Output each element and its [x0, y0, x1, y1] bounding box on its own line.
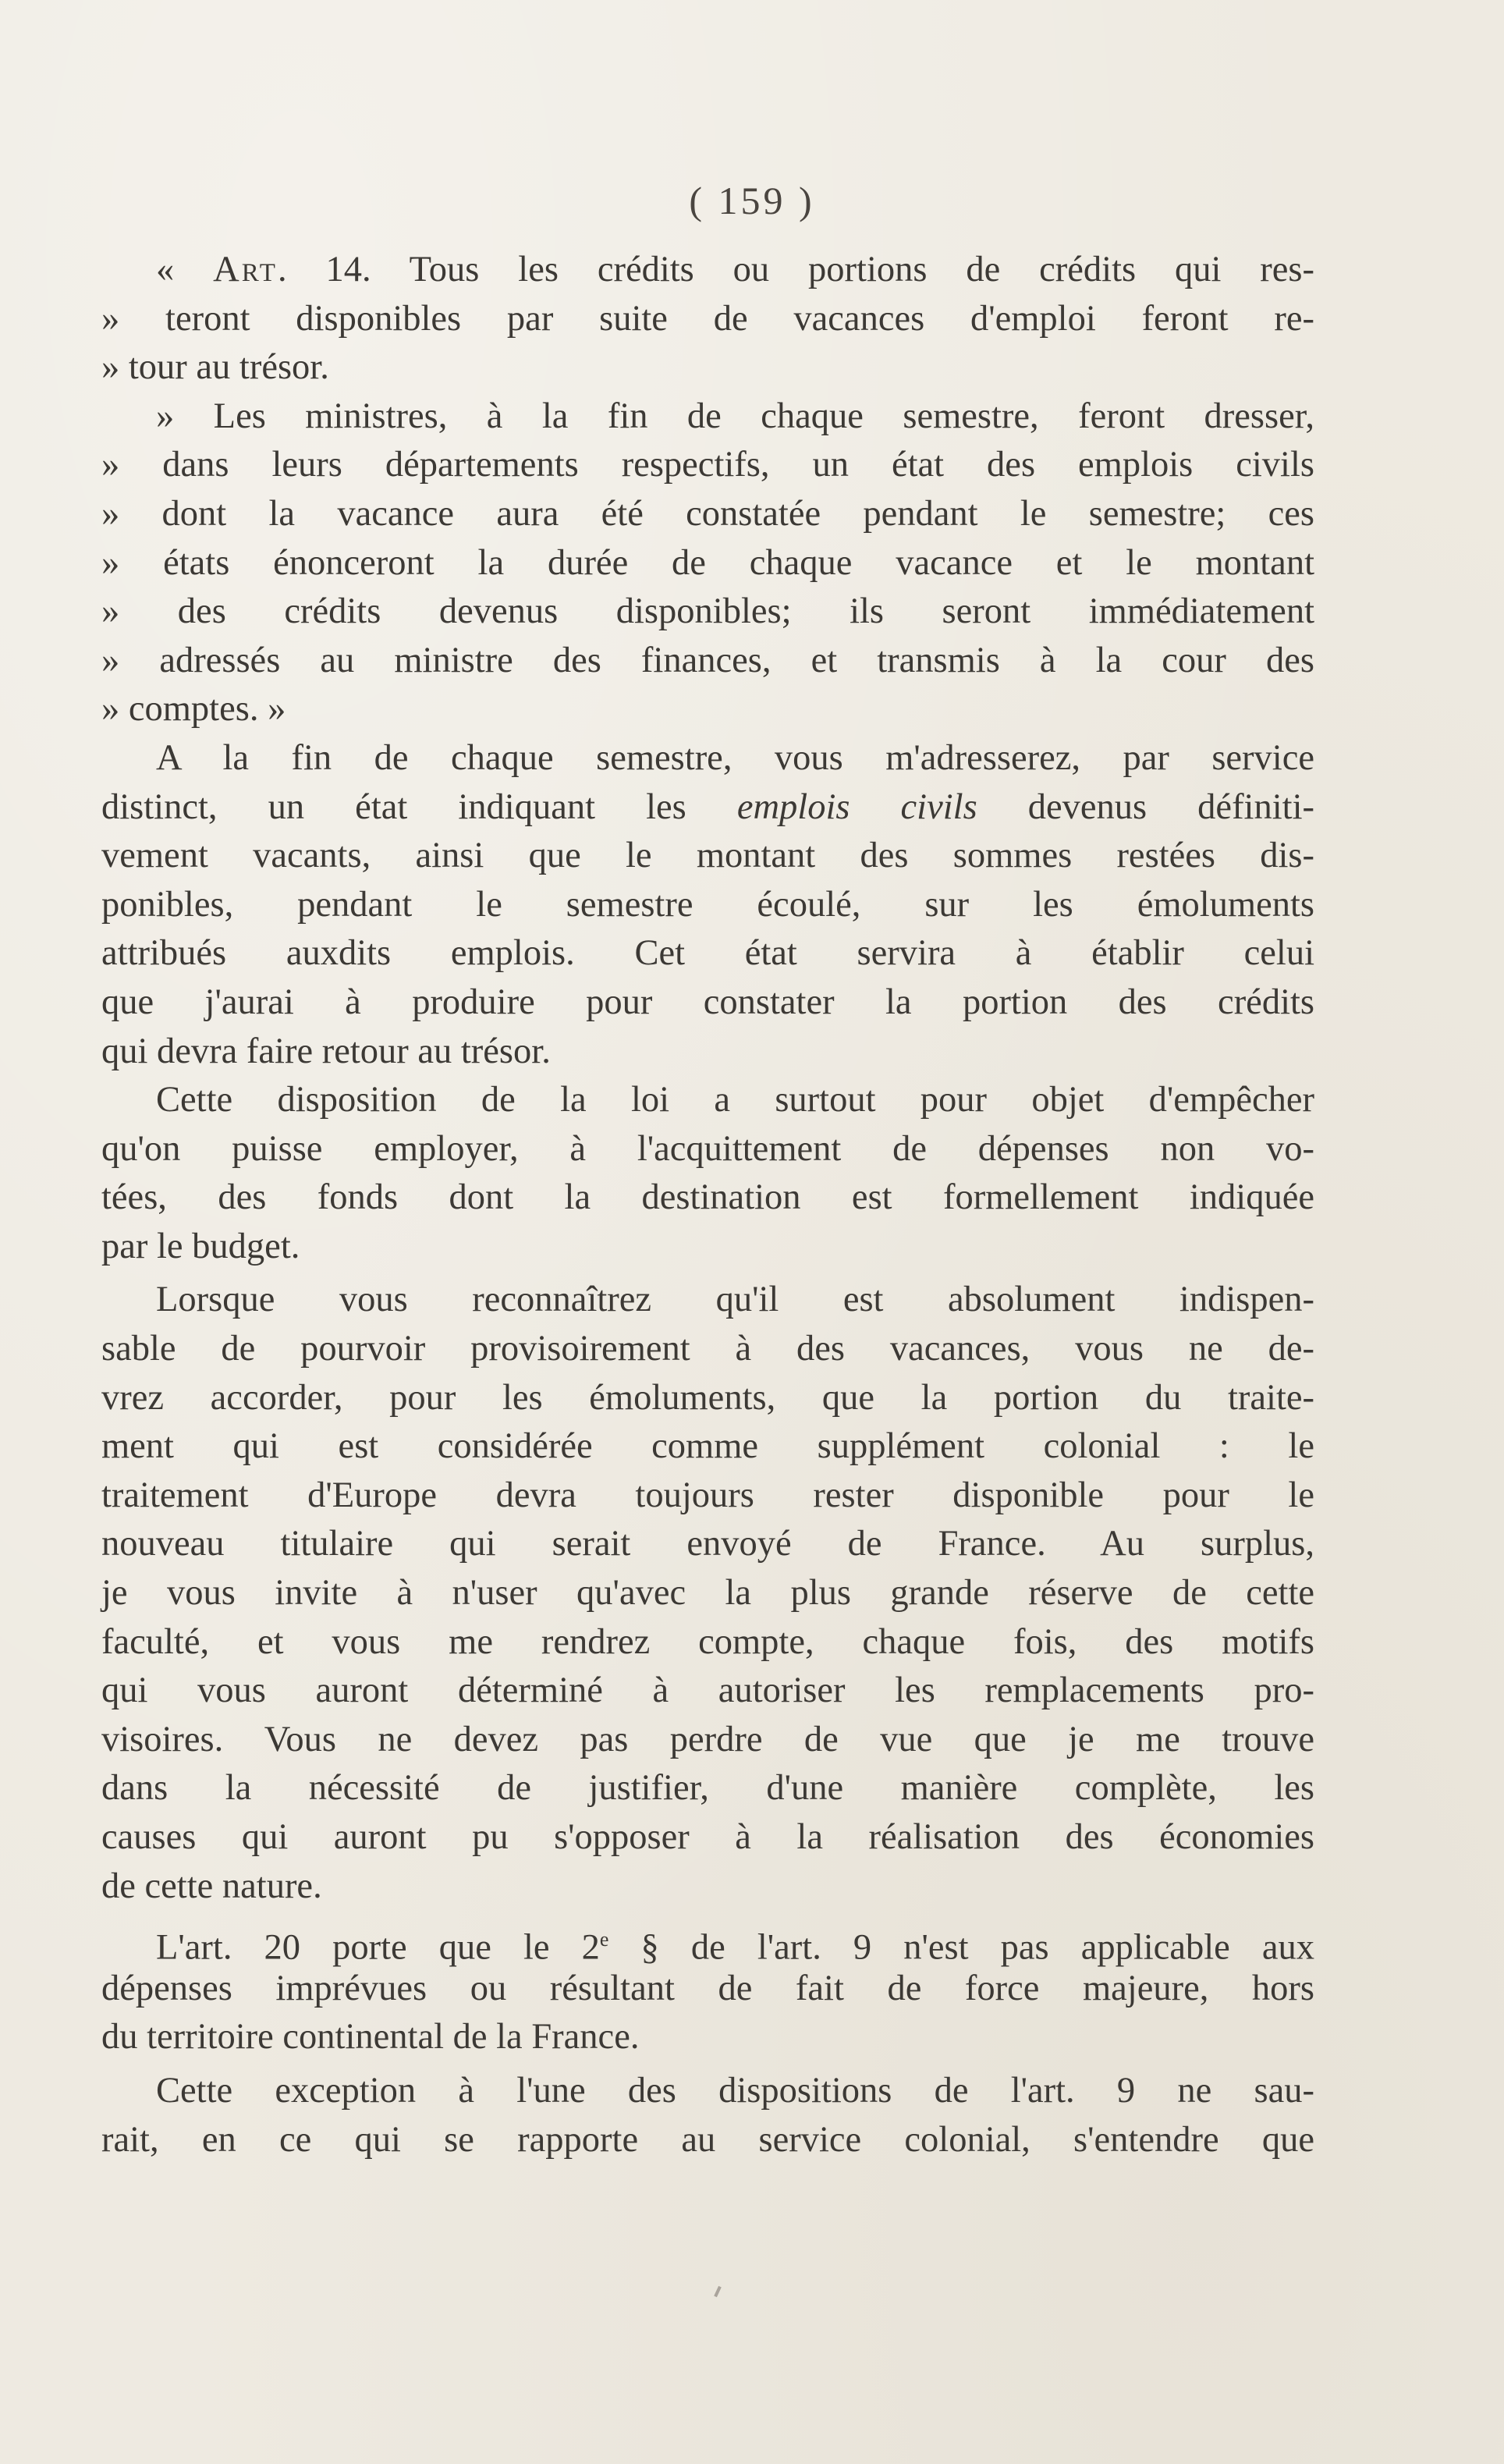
text-run: Cette disposition de la loi a surtout pour objet d'empêcher [156, 1080, 1314, 1120]
text-line [101, 1520, 1314, 1569]
text-line [101, 1422, 1314, 1472]
text-run: visoires. Vous ne devez pas perdre de vue que je me trouve [101, 1719, 1314, 1759]
text-line [101, 881, 1314, 930]
text-line [101, 783, 1314, 833]
text-line [101, 1764, 1314, 1813]
text-line [101, 637, 1314, 686]
text-line [101, 588, 1314, 637]
text-line [101, 1076, 1314, 1125]
text-line [101, 1223, 1314, 1272]
text-line [101, 1915, 1314, 1968]
text-run: qu'on puisse employer, à l'acquittement de dépenses non vo- [101, 1128, 1314, 1169]
text-line [101, 832, 1314, 881]
text-run: de cette nature. [101, 1866, 322, 1906]
text-line [101, 1667, 1314, 1716]
text-run: § de l'art. 9 n'est pas applicable aux [608, 1927, 1314, 1968]
text-line [101, 929, 1314, 978]
text-line [101, 1965, 1314, 2014]
text-line [101, 1173, 1314, 1223]
text-run: e [599, 1928, 609, 1951]
text-run: je vous invite à n'user qu'avec la plus grande réserve de cette [101, 1573, 1314, 1614]
text-run: « [156, 250, 214, 289]
text-run: dans la nécessité de justifier, d'une manière complète, les [101, 1768, 1314, 1809]
text-line [101, 343, 1314, 392]
text-run: par le budget. [101, 1226, 300, 1266]
text-run: emplois civils [736, 786, 977, 827]
text-line [101, 685, 1314, 734]
text-line [101, 1472, 1314, 1521]
text-run: » comptes. » [101, 689, 286, 730]
text-run: » dans leurs départements respectifs, un état des emplois civils [101, 445, 1314, 485]
text-line [101, 1618, 1314, 1667]
text-run: A la fin de chaque semestre, vous m'adresserez, par service [156, 737, 1314, 778]
text-line [101, 1569, 1314, 1618]
page-number: ( 159 ) [689, 179, 815, 222]
text-run: » Les ministres, à la fin de chaque semestre, feront dresser, [156, 396, 1314, 436]
text-line [101, 1276, 1314, 1325]
text-run: dépenses imprévues ou résultant de fait de force majeure, hors [101, 1968, 1314, 2008]
text-run: » des crédits devenus disponibles; ils seront immédiatement [101, 591, 1314, 632]
text-run: . 14. Tous les crédits ou portions de crédits qui res- [277, 250, 1315, 289]
text-run: rait, en ce qui se rapporte au service colonial, s'entendre que [101, 2119, 1314, 2160]
text-line [101, 1374, 1314, 1423]
text-run: que j'aurai à produire pour constater la portion des crédits [101, 982, 1314, 1022]
text-run: causes qui auront pu s'opposer à la réalisation des économies [101, 1817, 1314, 1857]
text-run: Cette exception à l'une des dispositions de l'art. 9 ne sau- [156, 2070, 1314, 2111]
text-run: » états énonceront la durée de chaque vacance et le montant [101, 542, 1314, 583]
text-run: sable de pourvoir provisoirement à des vacances, vous ne de- [101, 1329, 1314, 1369]
text-run: L'art. 20 porte que le 2 [156, 1927, 600, 1968]
text-line [101, 2013, 1314, 2062]
text-run: Art [213, 250, 278, 289]
text-run: attribués auxdits emplois. Cet état servira à établir celui [101, 933, 1314, 974]
text-line [101, 392, 1314, 442]
text-run: vement vacants, ainsi que le montant des sommes restées dis- [101, 836, 1314, 876]
text-run: » tour au trésor. [101, 347, 329, 388]
text-run: qui vous auront déterminé à autoriser les remplacements pro- [101, 1670, 1314, 1711]
text-line [101, 490, 1314, 539]
text-run: vrez accorder, pour les émoluments, que la portion du traite- [101, 1377, 1314, 1418]
text-line [101, 2116, 1314, 2165]
text-line [101, 1028, 1314, 1077]
text-run: tées, des fonds dont la destination est formellement indiquée [101, 1177, 1314, 1218]
text-line [101, 539, 1314, 588]
text-line [101, 734, 1314, 783]
text-run: faculté, et vous me rendrez compte, chaque fois, des motifs [101, 1621, 1314, 1662]
text-line [101, 1716, 1314, 1765]
text-run: nouveau titulaire qui serait envoyé de France. Au surplus, [101, 1524, 1314, 1564]
text-line [101, 295, 1314, 344]
text-line [101, 1813, 1314, 1862]
text-run: ponibles, pendant le semestre écoulé, sur les émoluments [101, 884, 1314, 925]
text-line [101, 441, 1314, 490]
text-run: devenus définiti- [977, 786, 1314, 827]
text-run: » dont la vacance aura été constatée pendant le semestre; ces [101, 493, 1314, 534]
text-run: » teront disponibles par suite de vacances d'emploi feront re- [101, 298, 1314, 339]
text-run: ment qui est considérée comme supplément colonial : le [101, 1426, 1314, 1467]
text-line [101, 1862, 1314, 1912]
text-run: distinct, un état indiquant les [101, 786, 737, 827]
text-line [101, 246, 1314, 295]
text-run: Lorsque vous reconnaîtrez qu'il est absolument indispen- [156, 1280, 1314, 1320]
body-text [101, 246, 1314, 2164]
text-line [101, 2067, 1314, 2116]
text-line [101, 1325, 1314, 1374]
text-run: traitement d'Europe devra toujours rester disponible pour le [101, 1475, 1314, 1515]
text-run: du territoire continental de la France. [101, 2017, 640, 2057]
text-run: qui devra faire retour au trésor. [101, 1031, 551, 1071]
text-line [101, 1125, 1314, 1174]
text-run: » adressés au ministre des finances, et transmis à la cour des [101, 640, 1314, 680]
text-line [101, 978, 1314, 1028]
